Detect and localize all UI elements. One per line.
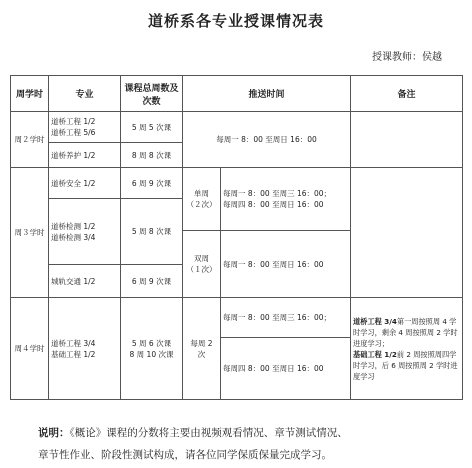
major-cell: 道桥养护 1/2 xyxy=(49,143,121,168)
frequency-text: 次 xyxy=(197,349,206,359)
weeks-cell: 5 周 8 次课 xyxy=(121,199,183,265)
major-name: 道桥工程 5/6 xyxy=(51,128,96,137)
double-week-label xyxy=(183,231,221,298)
header-row xyxy=(11,76,463,112)
single-week-text: 单周 xyxy=(194,189,209,198)
remarks-cell xyxy=(351,168,463,298)
header-schedule: 推送时间 xyxy=(183,76,351,112)
time-range: 每周一 8：00 至周三 16：00； xyxy=(223,189,332,198)
note-text: 第一周按照周 4 学时学习，剩余 4 周按照周 2 学时进度学习； xyxy=(353,316,458,348)
teacher-name: 授课教师：侯越 xyxy=(372,52,442,63)
header-weeks-lessons: 课程总周数及次数 xyxy=(121,76,183,112)
weeks-cell: 6 周 9 次课 xyxy=(121,168,183,199)
major-name: 道桥检测 1/2 xyxy=(51,221,96,231)
note-text: 前 2 周按照周四学时学习，后 6 周按照周 2 学时进度学习 xyxy=(353,349,458,381)
double-week-text: 双周 xyxy=(194,254,209,263)
major-name: 基础工程 1/2 xyxy=(51,349,96,359)
page-title: 道桥系各专业授课情况表 xyxy=(147,12,324,30)
weeks-text: 8 周 10 次课 xyxy=(129,349,174,359)
remarks-cell xyxy=(351,112,463,168)
major-name: 道桥工程 3/4 xyxy=(51,338,96,348)
major-cell xyxy=(49,298,121,400)
weeks-cell xyxy=(121,298,183,400)
note-highlight: 基础工程 1/2 xyxy=(353,349,397,359)
weeks-cell: 6 周 9 次课 xyxy=(121,265,183,298)
major-cell: 道桥安全 1/2 xyxy=(49,168,121,199)
week-hours-cell: 周２学时 xyxy=(11,112,49,168)
week-hours-cell: 周３学时 xyxy=(11,168,49,298)
frequency-text: 每周 2 xyxy=(190,338,213,348)
schedule-table xyxy=(10,75,463,400)
footer-label: 说明： xyxy=(38,427,70,439)
major-name: 道桥工程 1/2 xyxy=(51,117,96,126)
footer-note xyxy=(38,422,458,466)
header-remarks: 备注 xyxy=(351,76,463,112)
week-hours-cell: 周４学时 xyxy=(11,298,49,400)
weeks-text: 5 周 6 次课 xyxy=(131,338,172,348)
major-cell: 城轨交通 1/2 xyxy=(49,265,121,298)
time-range: 每周一 8：00 至周三 16：00； xyxy=(221,298,351,338)
footer-text: 章节性作业、阶段性测试构成，请各位同学保质保量完成学习。 xyxy=(38,449,332,461)
weeks-cell: 8 周 8 次课 xyxy=(121,143,183,168)
footer-text: 《概论》课程的分数将主要由视频观看情况、章节测试情况、 xyxy=(69,427,348,439)
single-week-label xyxy=(183,168,221,231)
table-row xyxy=(11,168,463,199)
major-cell xyxy=(49,199,121,265)
remarks-cell xyxy=(351,298,463,400)
header-week-hours: 周学时 xyxy=(11,76,49,112)
note-highlight: 道桥工程 3/4 xyxy=(353,316,397,326)
frequency-cell xyxy=(183,298,221,400)
single-week-times xyxy=(221,168,351,231)
weeks-cell: 5 周 5 次课 xyxy=(121,112,183,143)
major-name: 道桥检测 3/4 xyxy=(51,232,96,242)
schedule-cell: 每周一 8：00 至周日 16：00 xyxy=(183,112,351,168)
major-cell xyxy=(49,112,121,143)
double-week-time: 每周一 8：00 至周日 16：00 xyxy=(221,231,351,298)
header-major: 专业 xyxy=(49,76,121,112)
time-range: 每周四 8：00 至周日 16：00 xyxy=(221,338,351,400)
single-week-count: （２次） xyxy=(186,200,217,209)
table-row xyxy=(11,112,463,143)
time-range: 每周四 8：00 至周日 16：00 xyxy=(223,200,324,209)
table-row xyxy=(11,298,463,338)
double-week-count: （１次） xyxy=(186,265,217,274)
